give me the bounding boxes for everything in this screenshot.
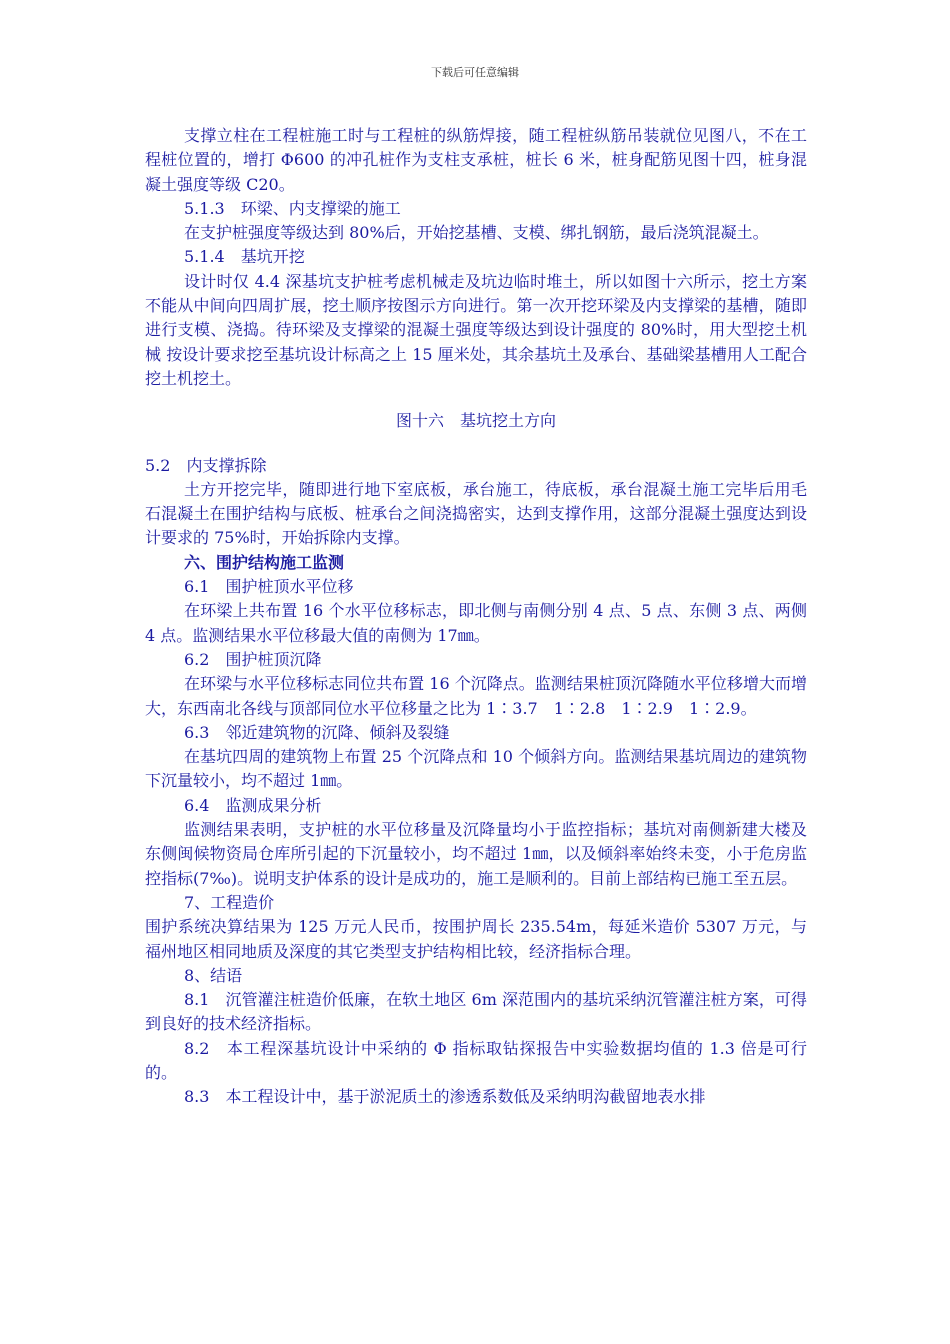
chapter-heading: 7、工程造价 (184, 892, 275, 912)
paragraph: 在环梁与水平位移标志同位共布置 16 个沉降点。监测结果桩顶沉降随水平位移增大而增大，东西南北各线与顶部同位水平位移量之比为 1∶3.7 1∶2.8 1∶2.9 1∶2.9。 (145, 674, 807, 718)
section-heading: 5.1.3 环梁、内支撑梁的施工 (184, 198, 401, 218)
paragraph: 8.3 本工程设计中，基于淤泥质土的渗透系数低及采纳明沟截留地表水排 (184, 1087, 706, 1107)
chapter-heading: 8、结语 (184, 965, 243, 985)
section-heading: 6.2 围护桩顶沉降 (184, 649, 322, 669)
section-heading: 6.3 邻近建筑物的沉降、倾斜及裂缝 (184, 722, 450, 742)
section-heading: 5.1.4 基坑开挖 (184, 247, 305, 267)
paragraph: 8.1 沉管灌注桩造价低廉，在软土地区 6m 深范围内的基坑采纳沉管灌注桩方案，可得到良好的技术经济指标。 (145, 990, 807, 1034)
paragraph: 土方开挖完毕，随即进行地下室底板，承台施工，待底板，承台混凝土施工完毕后用毛石混凝土在围护结构与底板、桩承台之间浇捣密实，达到支撑作用，这部分混凝土强度达到设计要求的 75%时，开始拆除内支撑。 (145, 479, 807, 548)
figure-caption: 图十六 基坑挖土方向 (395, 411, 556, 431)
paragraph: 在基坑四周的建筑物上布置 25 个沉降点和 10 个倾斜方向。监测结果基坑周边的建筑物下沉量较小，均不超过 1㎜。 (145, 747, 807, 791)
document-body (145, 124, 807, 1110)
paragraph: 在支护桩强度等级达到 80%后，开始挖基槽、支模、绑扎钢筋，最后浇筑混凝土。 (184, 223, 769, 243)
paragraph: 在环梁上共布置 16 个水平位移标志，即北侧与南侧分别 4 点、5 点、东侧 3 点、两侧 4 点。监测结果水平位移最大值的南侧为 17㎜。 (145, 601, 807, 645)
paragraph: 围护系统决算结果为 125 万元人民币，按围护周长 235.54m，每延米造价 5307 万元，与福州地区相同地质及深度的其它类型支护结构相比较，经济指标合理。 (145, 917, 807, 961)
paragraph: 设计时仅 4.4 深基坑支护桩考虑机械走及坑边临时堆土，所以如图十六所示，挖土方案不能从中间向四周扩展，挖土顺序按图示方向进行。第一次开挖环梁及内支撑梁的基槽，随即进行支模、浇捣。待环梁及支撑梁的混凝土强度等级达到设计强度的 80%时，用大型挖土机械 按设计要求挖至基坑设计标高之上 15 厘米处，其余基坑土及承台、基础梁基槽用人工配合挖土机挖土。 (145, 271, 807, 388)
page-header: 下载后可任意编辑 (431, 66, 519, 79)
paragraph: 支撑立柱在工程桩施工时与工程桩的纵筋焊接，随工程桩纵筋吊装就位见图八，不在工程桩位置的，增打 Φ600 的冲孔桩作为支柱支承桩，桩长 6 米，桩身配筋见图十四，桩身混凝土强度等级 C20。 (145, 126, 807, 194)
section-heading: 6.4 监测成果分析 (184, 795, 322, 815)
paragraph: 监测结果表明，支护桩的水平位移量及沉降量均小于监控指标；基坑对南侧新建大楼及东侧闽候物资局仓库所引起的下沉量较小，均不超过 1㎜，以及倾斜率始终未变，小于危房监控指标(7‰)。说明支护体系的设计是成功的，施工是顺利的。目前上部结构已施工至五层。 (145, 820, 807, 888)
section-heading: 5.2 内支撑拆除 (145, 455, 267, 475)
paragraph: 8.2 本工程深基坑设计中采纳的 Φ 指标取钻探报告中实验数据均值的 1.3 倍是可行的。 (145, 1038, 807, 1082)
chapter-heading: 六、围护结构施工监测 (184, 552, 345, 572)
section-heading: 6.1 围护桩顶水平位移 (184, 577, 354, 597)
